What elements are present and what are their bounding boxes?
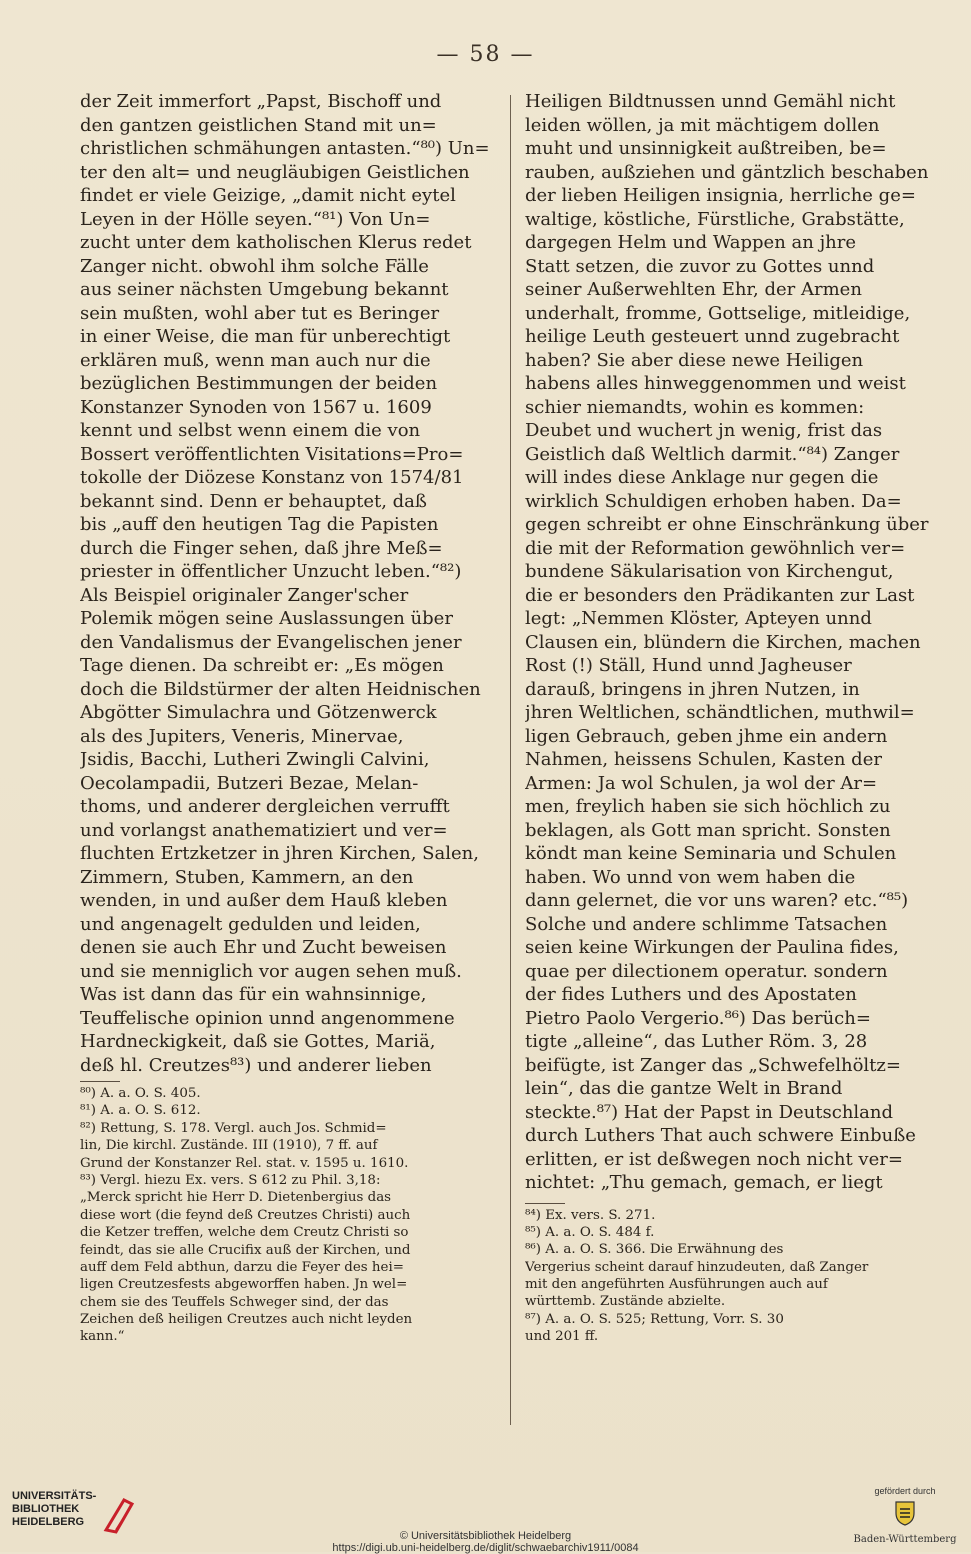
body-text-line: den Vandalismus der Evangelischen jener <box>80 631 462 653</box>
body-text-line: als des Jupiters, Veneris, Minervae, <box>80 725 404 747</box>
body-text-line: Jsidis, Bacchi, Lutheri Zwingli Calvini, <box>80 749 430 770</box>
body-text-line: Armen: Ja wol Schulen, ja wol der Ar= <box>525 772 878 794</box>
body-text-line: Zanger nicht. obwohl ihm solche Fälle <box>80 255 429 277</box>
body-text-line: dargegen Helm und Wappen an jhre <box>525 232 857 253</box>
body-text-line: erklären muß, wenn man auch nur die <box>80 349 431 371</box>
footnote-line: ligen Creutzesfests abgeworffen haben. Jn wel= <box>80 1277 408 1293</box>
copyright-text: © Universitätsbibliothek Heidelberg <box>399 1530 572 1542</box>
body-text-line: bundene Säkularisation von Kirchengut, <box>525 561 894 582</box>
body-text-line: leiden wöllen, ja mit mächtigem dollen <box>525 114 880 136</box>
funded-by-label: gefördert durch <box>874 1486 936 1496</box>
footnote-line: feindt, das sie alle Crucifix auß der Kirchen, und <box>80 1242 411 1258</box>
body-text-line: köndt man keine Seminaria und Schulen <box>525 843 897 864</box>
body-text-line: habens alles hinweggenommen und weist <box>525 373 906 394</box>
body-text-line: Hardneckigkeit, daß sie Gottes, Mariä, <box>80 1031 436 1052</box>
footnote-line: ⁸⁶) A. a. O. S. 366. Die Erwähnung des <box>525 1242 784 1258</box>
body-text-line: die er besonders den Prädikanten zur Last <box>525 584 915 606</box>
body-text-line: bezüglichen Bestimmungen der beiden <box>80 373 438 394</box>
body-text-line: tokolle der Diözese Konstanz von 1574/81 <box>80 467 464 488</box>
footnote-line: ⁸⁷) A. a. O. S. 525; Rettung, Vorr. S. 30 <box>525 1311 784 1327</box>
body-text-line: Oecolampadii, Butzeri Bezae, Melan- <box>80 772 419 794</box>
footnote-rule <box>80 1081 120 1082</box>
body-text-line: Statt setzen, die zuvor zu Gottes unnd <box>525 255 875 277</box>
footnote-line: mit den angeführten Ausführungen auch auf <box>525 1277 828 1293</box>
body-text-line: Heiligen Bildtnussen unnd Gemähl nicht <box>525 91 896 112</box>
body-text-line: christlichen schmähungen antasten.“⁸⁰) Un= <box>80 138 490 159</box>
footnote-line: „Merck spricht hie Herr D. Dietenbergius das <box>80 1190 392 1206</box>
body-text-line: die mit der Reformation gewöhnlich ver= <box>525 537 906 559</box>
body-text-line: und vorlangst anathematiziert und ver= <box>80 819 448 841</box>
body-text-line: Deubet und wuchert jn wenig, frist das <box>525 420 883 441</box>
body-text-line: nichtet: „Thu gemach, gemach, er liegt <box>525 1172 883 1193</box>
body-text-line: thoms, und anderer dergleichen verrufft <box>80 796 450 817</box>
footnote-line: ⁸⁴) Ex. vers. S. 271. <box>525 1207 656 1223</box>
footnote-line: kann.“ <box>80 1329 125 1345</box>
body-text-line: beifügte, ist Zanger das „Schwefelhöltz= <box>525 1054 901 1076</box>
footnote-line: lin, Die kirchl. Zustände. III (1910), 7 ff. auf <box>80 1138 378 1154</box>
body-text-line: Pietro Paolo Vergerio.⁸⁶) Das berüch= <box>525 1007 871 1029</box>
footnote-rule <box>525 1203 565 1204</box>
body-text-line: Nahmen, heissens Schulen, Kasten der <box>525 749 882 770</box>
baden-wuerttemberg-crest-icon <box>893 1499 917 1527</box>
footnote-line: ⁸³) Vergl. hiezu Ex. vers. S 612 zu Phil. 3,18: <box>80 1172 381 1188</box>
footnote-line: und 201 ff. <box>525 1329 599 1345</box>
body-text-line: findet er viele Geizige, „damit nicht eytel <box>80 185 456 206</box>
body-text-line: Leyen in der Hölle seyen.“⁸¹) Von Un= <box>80 208 431 230</box>
body-text-line: der fides Luthers und des Apostaten <box>525 984 857 1005</box>
body-text-line: haben? Sie aber diese newe Heiligen <box>525 349 864 371</box>
right-body-text <box>525 90 935 1195</box>
body-text-line: tigte „alleine“, das Luther Röm. 3, 28 <box>525 1031 868 1052</box>
left-body-text <box>80 90 490 1077</box>
body-text-line: Bossert veröffentlichten Visitations=Pro= <box>80 443 464 465</box>
body-text-line: und angenagelt gedulden und leiden, <box>80 913 421 935</box>
library-name-line-3: HEIDELBERG <box>12 1516 85 1528</box>
body-text-line: heilige Leuth gesteuert unnd zugebracht <box>525 326 900 347</box>
body-text-line: Geistlich daß Weltlich darmit.“⁸⁴) Zanger <box>525 443 900 465</box>
body-text-line: beklagen, als Gott man spricht. Sonsten <box>525 819 891 841</box>
body-text-line: aus seiner nächsten Umgebung bekannt <box>80 279 449 300</box>
body-text-line: darauß, bringens in jhren Nutzen, in <box>525 678 860 700</box>
body-text-line: waltige, köstliche, Fürstliche, Grabstätte, <box>525 208 905 230</box>
body-text-line: men, freylich haben sie sich höchlich zu <box>525 796 891 817</box>
page-number: — 58 — <box>436 42 535 67</box>
funder-block[interactable] <box>850 1486 960 1546</box>
right-footnotes <box>525 1207 935 1346</box>
body-text-line: Tage dienen. Da schreibt er: „Es mögen <box>80 655 444 676</box>
body-text-line: durch Luthers That auch schwere Einbuße <box>525 1125 916 1146</box>
body-text-line: bis „auff den heutigen Tag die Papisten <box>80 514 439 535</box>
body-text-line: quae per dilectionem operatur. sondern <box>525 960 888 982</box>
body-text-line: Rost (!) Ställ, Hund unnd Jagheuser <box>525 655 852 676</box>
body-text-line: ter den alt= und neugläubigen Geistlichen <box>80 161 470 183</box>
body-text-line: lein“, das die gantze Welt in Brand <box>525 1078 843 1099</box>
body-text-line: der lieben Heiligen insignia, herrliche ge= <box>525 185 916 206</box>
footnote-line: auff dem Feld abthun, darzu die Feyer des hei= <box>80 1259 404 1275</box>
footnote-line: württemb. Zustände abzielte. <box>525 1294 726 1310</box>
body-text-line: Zimmern, Stuben, Kammern, an den <box>80 866 414 888</box>
state-name: Baden-Württemberg <box>853 1534 957 1545</box>
body-text-line: in einer Weise, die man für unberechtigt <box>80 326 451 347</box>
body-text-line: gegen schreibt er ohne Einschränkung über <box>525 514 929 535</box>
source-url-link[interactable]: https://digi.ub.uni-heidelberg.de/diglit/schwaebarchiv1911/0084 <box>332 1542 639 1554</box>
footnote-line: ⁸¹) A. a. O. S. 612. <box>80 1103 201 1119</box>
body-text-line: seiner Außerwehlten Ehr, der Armen <box>525 279 862 300</box>
body-text-line: und sie menniglich vor augen sehen muß. <box>80 960 462 982</box>
footnote-line: die Ketzer treffen, welche dem Creutz Christi so <box>80 1225 409 1241</box>
footnote-line: chem sie des Teuffels Schweger sind, der das <box>80 1294 389 1310</box>
body-text-line: Solche und andere schlimme Tatsachen <box>525 913 888 935</box>
body-text-line: denen sie auch Ehr und Zucht beweisen <box>80 937 447 958</box>
body-text-line: haben. Wo unnd von wem haben die <box>525 866 856 888</box>
body-text-line: doch die Bildstürmer der alten Heidnischen <box>80 678 481 700</box>
body-text-line: will indes diese Anklage nur gegen die <box>525 467 879 488</box>
body-text-line: zucht unter dem katholischen Klerus redet <box>80 232 472 253</box>
body-text-line: seien keine Wirkungen der Paulina fides, <box>525 937 899 958</box>
body-text-line: erlitten, er ist deßwegen noch nicht ver= <box>525 1148 903 1170</box>
body-text-line: Abgötter Simulachra und Götzenwerck <box>80 702 437 723</box>
body-text-line: bekannt sind. Denn er behauptet, daß <box>80 490 427 512</box>
body-text-line: steckte.⁸⁷) Hat der Papst in Deutschland <box>525 1101 894 1123</box>
footnote-line: Grund der Konstanzer Rel. stat. v. 1595 u. 1610. <box>80 1155 409 1171</box>
body-text-line: den gantzen geistlichen Stand mit un= <box>80 114 437 136</box>
footnote-line: Vergerius scheint darauf hinzudeuten, daß Zanger <box>525 1259 869 1275</box>
body-text-line: durch die Finger sehen, daß jhre Meß= <box>80 537 443 559</box>
body-text-line: Was ist dann das für ein wahnsinnige, <box>80 984 427 1005</box>
footnote-line: ⁸⁵) A. a. O. S. 484 f. <box>525 1224 655 1240</box>
ub-heidelberg-logo-icon <box>102 1494 136 1534</box>
body-text-line: fluchten Ertzketzer in jhren Kirchen, Salen, <box>80 843 479 864</box>
body-text-line: underhalt, fromme, Gottselige, mitleidige, <box>525 302 911 324</box>
footnote-line: diese wort (die feynd deß Creutzes Christi) auch <box>80 1207 411 1223</box>
body-text-line: wenden, in und außer dem Hauß kleben <box>80 890 448 911</box>
left-column <box>80 90 490 1346</box>
body-text-line: jhren Weltlichen, schändtlichen, muthwil= <box>525 702 915 723</box>
library-name-line-2: BIBLIOTHEK <box>12 1503 80 1515</box>
body-text-line: ligen Gebrauch, geben jhme ein andern <box>525 725 888 747</box>
body-text-line: der Zeit immerfort „Papst, Bischoff und <box>80 91 442 112</box>
body-text-line: Teuffelische opinion unnd angenommene <box>80 1007 455 1029</box>
body-text-line: kennt und selbst wenn einem die von <box>80 420 421 441</box>
body-text-line: dann gelernet, die vor uns waren? etc.“⁸⁵) <box>525 890 909 911</box>
footer-credits <box>0 1530 971 1554</box>
body-text-line: schier niemandts, wohin es kommen: <box>525 396 865 418</box>
body-text-line: priester in öffentlicher Unzucht leben.“⁸²) <box>80 561 462 582</box>
footnote-line: ⁸²) Rettung, S. 178. Vergl. auch Jos. Schmid= <box>80 1120 387 1136</box>
left-footnotes <box>80 1085 490 1346</box>
body-text-line: muht und unsinnigkeit außtreiben, be= <box>525 138 887 159</box>
body-text-line: wirklich Schuldigen erhoben haben. Da= <box>525 490 902 512</box>
body-text-line: Konstanzer Synoden von 1567 u. 1609 <box>80 396 432 418</box>
footnote-line: ⁸⁰) A. a. O. S. 405. <box>80 1086 201 1101</box>
right-column <box>525 90 935 1346</box>
body-text-line: deß hl. Creutzes⁸³) und anderer lieben <box>80 1054 432 1076</box>
body-text-line: legt: „Nemmen Klöster, Apteyen unnd <box>525 608 872 629</box>
column-divider <box>510 95 511 1425</box>
library-name-line-1: UNIVERSITÄTS- <box>12 1490 97 1502</box>
body-text-line: sein mußten, wohl aber tut es Beringer <box>80 302 440 324</box>
body-text-line: rauben, außziehen und gäntzlich beschaben <box>525 161 929 183</box>
body-text-line: Clausen ein, blündern die Kirchen, machen <box>525 631 921 653</box>
body-text-line: Als Beispiel originaler Zanger'scher <box>80 584 409 606</box>
footnote-line: Zeichen deß heiligen Creutzes auch nicht leyden <box>80 1312 413 1328</box>
body-text-line: Polemik mögen seine Auslassungen über <box>80 608 453 629</box>
